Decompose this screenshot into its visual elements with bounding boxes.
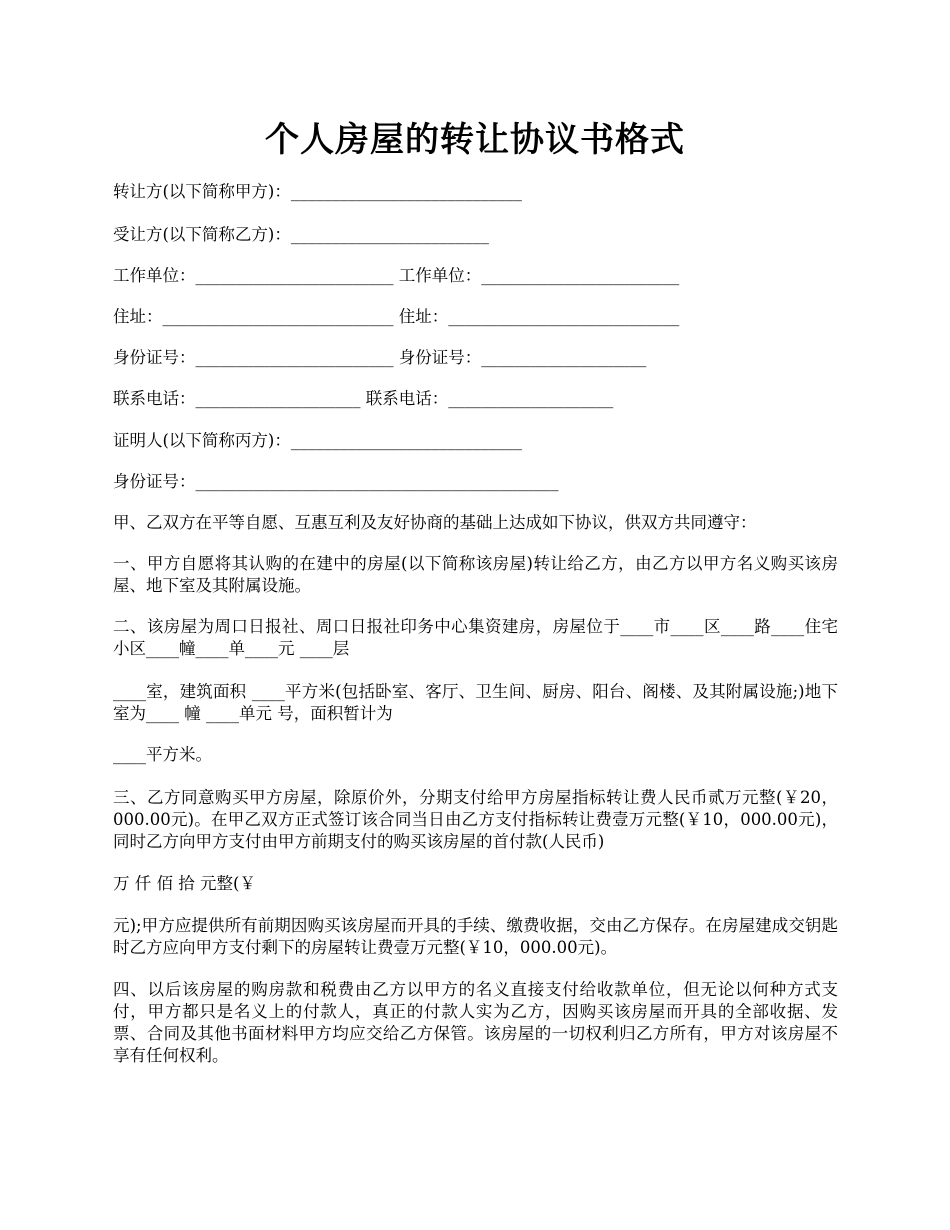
clause-3-paragraph: 三、乙方同意购买甲方房屋，除原价外，分期支付给甲方房屋指标转让费人民币贰万元整(￥20，000.00元)。在甲乙双方正式签订该合同当日由乙方支付指标转让费壹万元整(￥10，000.00元)，同时乙方向甲方支付由甲方前期支付的购买该房屋的首付款(人民币) — [113, 788, 838, 851]
address-field: 住址：____________________________ 住址：____________________________ — [113, 307, 680, 326]
clause-3-amount-line: 万 仟 佰 拾 元整(￥ — [113, 874, 256, 893]
document-title: 个人房屋的转让协议书格式 — [265, 120, 685, 160]
clause-4-paragraph: 四、以后该房屋的购房款和税费由乙方以甲方的名义直接支付给收款单位，但无论以何种方式支付，甲方都只是名义上的付款人，真正的付款人实为乙方，因购买该房屋而开具的全部收据、发票、合同及其他书面材料甲方均应交给乙方保管。该房屋的一切权利归乙方所有，甲方对该房屋不享有任何权利。 — [113, 980, 838, 1065]
clause-1-paragraph: 一、甲方自愿将其认购的在建中的房屋(以下简称该房屋)转让给乙方，由乙方以甲方名义购买该房屋、地下室及其附属设施。 — [113, 554, 838, 595]
clause-3-continued-paragraph: 元);甲方应提供所有前期因购买该房屋而开具的手续、缴费收据，交由乙方保存。在房屋建成交钥匙时乙方应向甲方支付剩下的房屋转让费壹万元整(￥10，000.00元)。 — [113, 916, 838, 957]
clause-2-continued-paragraph: ____室，建筑面积 ____平方米(包括卧室、客厅、卫生间、厨房、阳台、阁楼、及其附属设施;)地下室为____ 幢 ____单元 号，面积暂计为 — [113, 682, 838, 723]
transferee-field: 受让方(以下简称乙方)：________________________ — [113, 225, 489, 244]
clause-2-area-paragraph: ____平方米。 — [113, 745, 212, 764]
witness-id-field: 身份证号：____________________________________________ — [113, 472, 559, 491]
clause-2-paragraph: 二、该房屋为周口日报社、周口日报社印务中心集资建房，房屋位于____市____区____路____住宅小区____幢____单____元 ____层 — [113, 617, 839, 658]
phone-field: 联系电话：____________________ 联系电话：____________________ — [113, 389, 614, 408]
witness-field: 证明人(以下简称丙方)：____________________________ — [113, 431, 522, 450]
work-unit-field: 工作单位：________________________ 工作单位：________________________ — [113, 266, 680, 285]
id-number-field: 身份证号：________________________ 身份证号：____________________ — [113, 348, 647, 367]
transferor-field: 转让方(以下简称甲方)：____________________________ — [113, 182, 522, 201]
preamble-paragraph: 甲、乙双方在平等自愿、互惠互利及友好协商的基础上达成如下协议，供双方共同遵守： — [113, 513, 757, 532]
